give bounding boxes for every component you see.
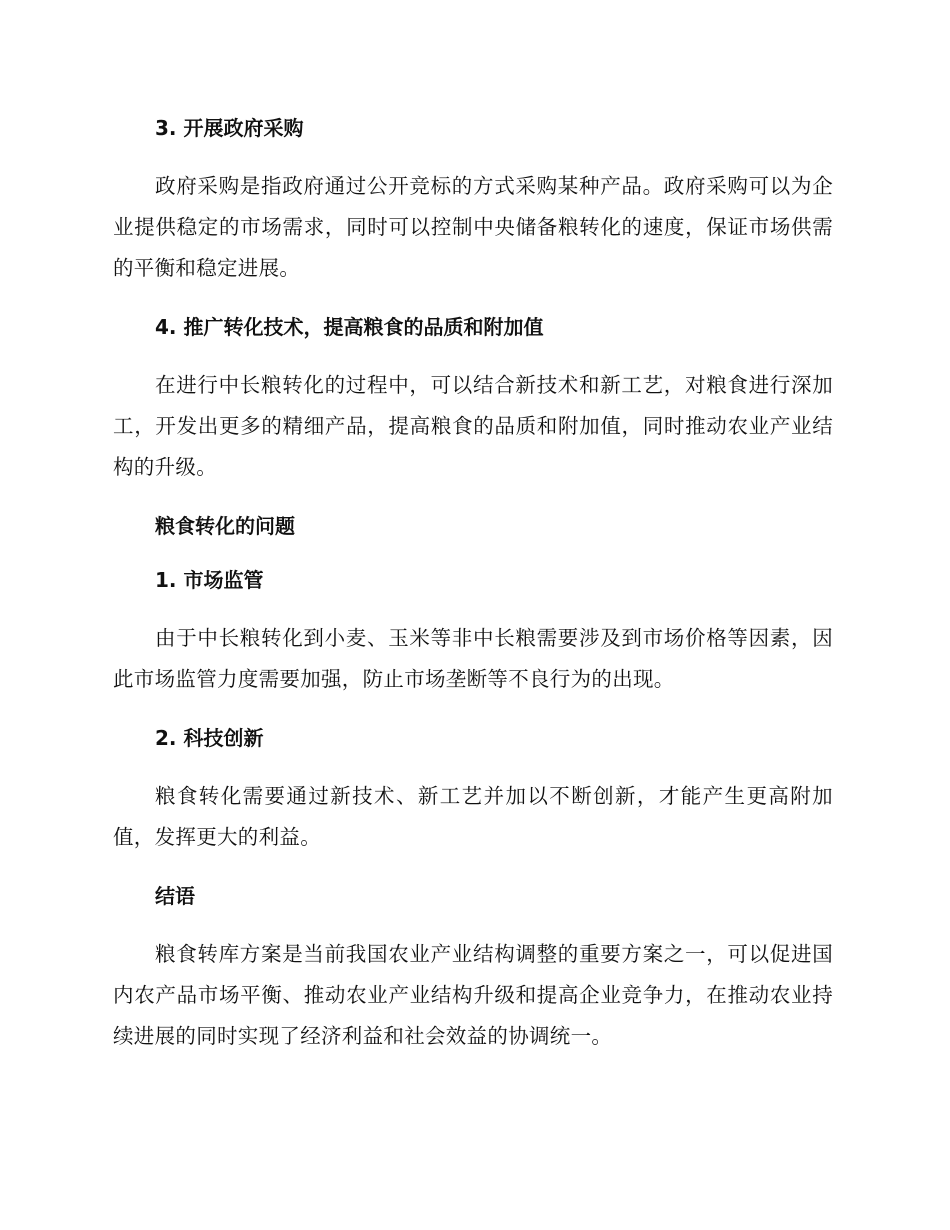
paragraph-promote-technology: 在进行中长粮转化的过程中，可以结合新技术和新工艺，对粮食进行深加工，开发出更多的精细产品，提高粮食的品质和附加值，同时推动农业产业结构的升级。 xyxy=(113,373,833,479)
heading-government-procurement: 3. 开展政府采购 xyxy=(155,116,304,140)
heading-tech-innovation: 2. 科技创新 xyxy=(155,726,264,750)
paragraph-market-supervision: 由于中长粮转化到小麦、玉米等非中长粮需要涉及到市场价格等因素，因此市场监管力度需要加强，防止市场垄断等不良行为的出现。 xyxy=(113,626,833,691)
paragraph-government-procurement: 政府采购是指政府通过公开竞标的方式采购某种产品。政府采购可以为企业提供稳定的市场需求，同时可以控制中央储备粮转化的速度，保证市场供需的平衡和稳定进展。 xyxy=(113,174,833,280)
heading-grain-conversion-problems: 粮食转化的问题 xyxy=(155,514,295,538)
paragraph-tech-innovation: 粮食转化需要通过新技术、新工艺并加以不断创新，才能产生更高附加值，发挥更大的利益。 xyxy=(113,784,833,849)
heading-promote-technology: 4. 推广转化技术，提高粮食的品质和附加值 xyxy=(155,315,544,339)
paragraph-conclusion: 粮食转库方案是当前我国农业产业结构调整的重要方案之一，可以促进国内农产品市场平衡、推动农业产业结构升级和提高企业竞争力，在推动农业持续进展的同时实现了经济利益和社会效益的协调统一。 xyxy=(113,942,833,1048)
heading-conclusion: 结语 xyxy=(155,884,195,908)
document-page xyxy=(113,112,833,1057)
heading-market-supervision: 1. 市场监管 xyxy=(155,568,264,592)
